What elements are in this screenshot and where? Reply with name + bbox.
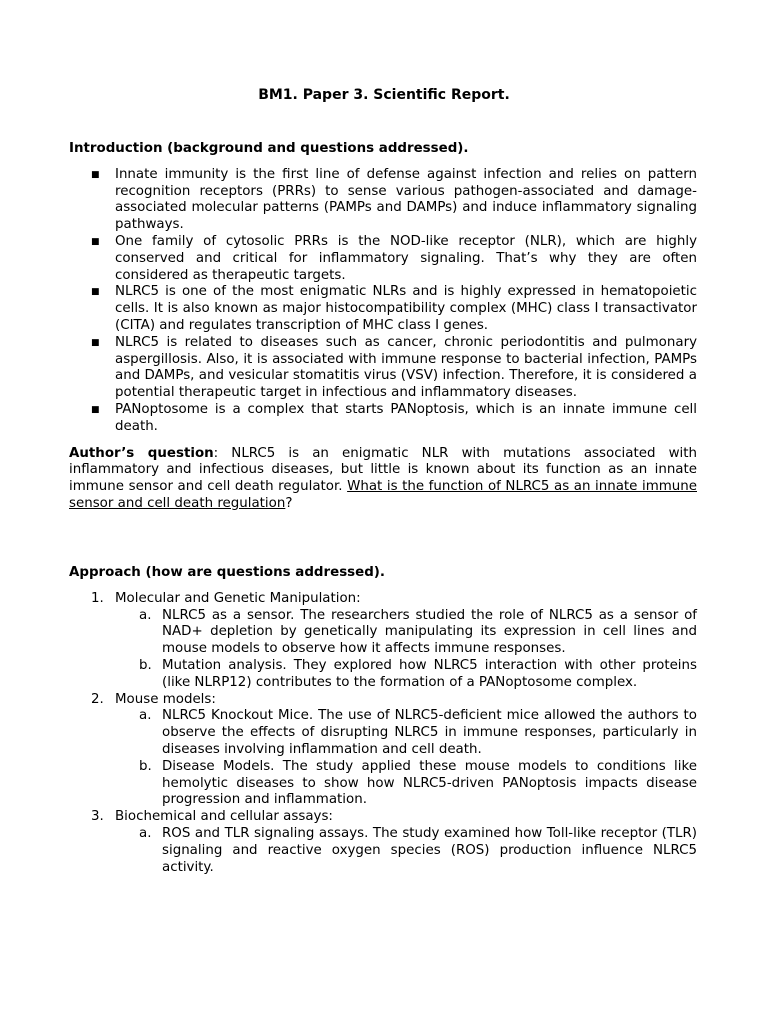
bullet-text: Innate immunity is the first line of defense against infection and relies on pattern recognition receptors (PRRs) to sense various pathogen-associated and damage-associated molecular patterns (PAMPs and DAMPs) and induce inflammatory signaling pathways.: [115, 166, 697, 233]
sub-item-text: ROS and TLR signaling assays. The study examined how Toll-like receptor (TLR) signaling and reactive oxygen species (ROS) production influence NLRC5 activity.: [162, 825, 697, 875]
approach-item: [69, 591, 697, 692]
sub-item-letter: a.: [139, 708, 152, 724]
bullet-marker: ■: [91, 337, 100, 348]
bullet-marker: ■: [91, 404, 100, 415]
authors-question-end: ?: [285, 495, 293, 511]
introduction-heading: Introduction (background and questions addressed).: [69, 141, 469, 156]
sub-item-text: Disease Models. The study applied these mouse models to conditions like hemolytic diseases to show how NLRC5-driven PANoptosis impacts disease progression and inflammation.: [162, 758, 697, 808]
bullet-text: NLRC5 is related to diseases such as cancer, chronic periodontitis and pulmonary aspergillosis. Also, it is associated with immune response to bacterial infection, PAMPs and DAMPs, and vesicular stomatitis virus (VSV) infection. Therefore, it is considered a potential therapeutic target in infectious and inflammatory diseases.: [115, 334, 697, 401]
approach-item-number: 2.: [91, 691, 104, 707]
sub-item-letter: a.: [139, 607, 152, 623]
list-item: [69, 335, 697, 402]
approach-sub-item: [115, 608, 697, 658]
list-item: [69, 234, 697, 284]
introduction-section: [69, 141, 697, 513]
introduction-bullet-list: [69, 167, 697, 436]
approach-sub-list: [115, 608, 697, 692]
sub-item-text: Mutation analysis. They explored how NLRC5 interaction with other proteins (like NLRP12) contributes to the formation of a PANoptosome complex.: [162, 657, 697, 690]
sub-item-letter: a.: [139, 825, 152, 841]
bullet-marker: ■: [91, 287, 100, 298]
bullet-marker: ■: [91, 236, 100, 247]
approach-item: [69, 692, 697, 810]
bullet-text: NLRC5 is one of the most enigmatic NLRs and is highly expressed in hematopoietic cells. It is also known as major histocompatibility complex (MHC) class I transactivator (CITA) and regulates transcription of MHC class I genes.: [115, 284, 697, 333]
approach-item-number: 1.: [91, 590, 104, 606]
sub-item-letter: b.: [139, 657, 152, 673]
approach-sub-list: [115, 708, 697, 809]
sub-item-text: NLRC5 as a sensor. The researchers studied the role of NLRC5 as a sensor of NAD+ depletion by genetically manipulating its expression in cell lines and mouse models to observe how it affects immune responses.: [162, 607, 697, 657]
bullet-marker: ■: [91, 169, 100, 180]
approach-sub-item: [115, 708, 697, 758]
approach-item-label: Molecular and Genetic Manipulation:: [115, 590, 361, 606]
approach-item-label: Biochemical and cellular assays:: [115, 809, 333, 825]
approach-sub-item: [115, 759, 697, 809]
approach-sub-list: [115, 826, 697, 876]
approach-item-number: 3.: [91, 809, 104, 825]
bullet-text: One family of cytosolic PRRs is the NOD-like receptor (NLR), which are highly conserved and critical for inflammatory signaling. That’s why they are often considered as therapeutic targets.: [115, 233, 697, 283]
approach-section: [69, 565, 697, 876]
page-title: BM1. Paper 3. Scientific Report.: [258, 87, 510, 103]
approach-list: [69, 591, 697, 877]
sub-item-text: NLRC5 Knockout Mice. The use of NLRC5-deficient mice allowed the authors to observe the effects of disrupting NLRC5 in immune responses, particularly in diseases involving inflammation and cell death.: [162, 708, 697, 757]
authors-question-underlined: What is the function of NLRC5 as an innate immune sensor and cell death regulation: [69, 479, 697, 511]
list-item: [69, 167, 697, 234]
approach-item-label: Mouse models:: [115, 691, 216, 707]
approach-heading: Approach (how are questions addressed).: [69, 565, 386, 580]
approach-item: [69, 809, 697, 876]
authors-question-text: : NLRC5 is an enigmatic NLR with mutations associated with inflammatory and infectious diseases, but little is known about its function as an innate immune sensor and cell death regulator.: [69, 445, 697, 495]
list-item: [69, 284, 697, 334]
list-item: [69, 402, 697, 436]
bullet-text: PANoptosome is a complex that starts PANoptosis, which is an innate immune cell death.: [115, 401, 697, 434]
approach-sub-item: [115, 826, 697, 876]
authors-question-paragraph: [69, 446, 697, 513]
approach-sub-item: [115, 658, 697, 692]
sub-item-letter: b.: [139, 758, 152, 774]
authors-question-label: Author’s question: [69, 445, 214, 461]
